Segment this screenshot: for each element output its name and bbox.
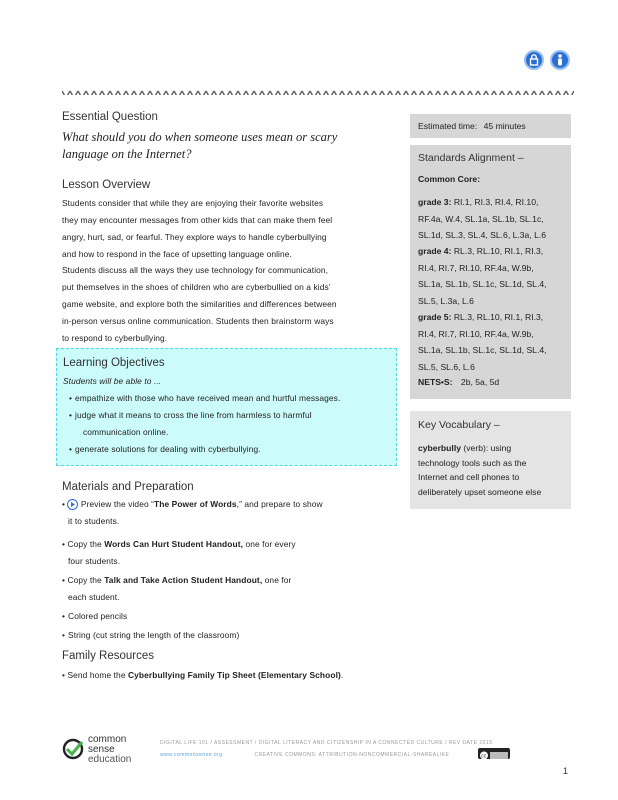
grade4-standards: grade 4: RL.3, RL.10, RI.1, RI.3, RI.4, RI.7, RI.10, RF.4a, W.9b, SL.1a, SL.1b, SL.1c, SL.1d, SL.4, SL.5, L.3a, L.6: [418, 246, 547, 306]
estimated-time-label: Estimated time:: [418, 121, 478, 131]
creative-commons-icon: [478, 748, 510, 759]
svg-text:cc: cc: [481, 753, 487, 760]
materials-list: [62, 496, 392, 644]
grade3-standards: grade 3: RI.1, RI.3, RI.4, RI.10, RF.4a, W.4, SL.1a, SL.1b, SL.1c, SL.1d, SL.3, SL.4, SL.6, L.3a, L.6: [418, 197, 547, 240]
grade5-standards: grade 5: RL.3, RL.10, RI.1, RI.3, RI.4, RI.7, RI.10, RF.4a, W.9b, SL.1a, SL.1b, SL.1c, SL.1d, SL.4, SL.5, SL.6, L.6: [418, 312, 547, 372]
list-item: • Copy the Words Can Hurt Student Handout, one for every: [62, 539, 296, 549]
essential-question-heading: Essential Question: [62, 111, 158, 123]
lesson-overview-p2: Students discuss all the ways they use technology for communication, put themselves in the shoes of children who are cyberbullied on a kids’ game website, and explore both the similarities and differences between in-person versus online communication. Students then brainstorm ways to respond to cyberbullying.: [62, 265, 337, 343]
vocabulary-definition: cyberbully (verb): using technology tools such as the Internet and cell phones to deliberately upset someone else: [418, 443, 542, 497]
learning-objectives-box: [56, 348, 397, 466]
list-item: • Preview the video “The Power of Words,” and prepare to show: [62, 499, 323, 509]
learning-objectives-intro: Students will be able to ...: [63, 376, 162, 386]
learning-objectives-heading: Learning Objectives: [63, 357, 165, 369]
lock-icon: [524, 50, 544, 70]
play-icon[interactable]: [67, 499, 78, 510]
materials-heading: Materials and Preparation: [62, 481, 194, 493]
list-item: • String (cut string the length of the classroom): [62, 627, 392, 644]
vocabulary-term: cyberbully: [418, 443, 461, 453]
decorative-divider: [62, 86, 574, 95]
person-icon: [550, 50, 570, 70]
learning-objectives-list: [69, 390, 389, 458]
footer-url[interactable]: www.commonsense.org: [160, 752, 223, 758]
footer-line-1: DIGITAL LIFE 101 / ASSESSMENT / DIGITAL LITERACY AND CITIZENSHIP IN A CONNECTED CULTURE / REV DATE 2015: [160, 740, 493, 746]
vocabulary-heading: Key Vocabulary –: [418, 419, 500, 431]
handout-link[interactable]: Talk and Take Action Student Handout,: [104, 575, 263, 585]
standards-box: [410, 145, 571, 399]
list-item-continuation: four students.: [68, 556, 121, 566]
list-item: • judge what it means to cross the line from harmless to harmful: [69, 407, 389, 424]
list-item-continuation: each student.: [68, 592, 120, 602]
list-item: • empathize with those who have received mean and hurtful messages.: [69, 390, 389, 407]
family-resources-heading: Family Resources: [62, 650, 155, 662]
estimated-time-box: [410, 114, 571, 138]
lesson-overview-heading: Lesson Overview: [62, 179, 151, 191]
list-item: • generate solutions for dealing with cyberbullying.: [69, 441, 389, 458]
footer-line-2: www.commonsense.org CREATIVE COMMONS: ATTRIBUTION-NONCOMMERCIAL-SHAREALIKE: [160, 752, 450, 758]
checkmark-logo-icon: [62, 738, 84, 760]
vocabulary-box: [410, 411, 571, 509]
page-number: 1: [563, 766, 569, 776]
list-item-continuation: it to students.: [68, 516, 120, 526]
handout-link[interactable]: Words Can Hurt Student Handout,: [104, 539, 244, 549]
family-resources-item: • Send home the Cyberbullying Family Tip Sheet (Elementary School).: [62, 670, 344, 680]
standards-heading: Standards Alignment –: [418, 152, 524, 164]
common-sense-logo: common sense education: [62, 735, 142, 769]
lesson-overview-p1: Students consider that while they are enjoying their favorite websites they may encounter messages from other kids that can make them feel angry, hurt, sad, or fearful. They explore ways to handle cyberbullying and how to respond in the face of upsetting language online.: [62, 198, 333, 259]
list-item-continuation: communication online.: [83, 427, 169, 437]
video-link[interactable]: The Power of Words: [154, 499, 237, 509]
common-core-label: Common Core:: [418, 174, 481, 184]
list-item: • Copy the Talk and Take Action Student Handout, one for: [62, 575, 292, 585]
nets-standards: NETS•S: 2b, 5a, 5d: [418, 377, 500, 387]
essential-question-text: What should you do when someone uses mean or scary language on the Internet?: [62, 130, 338, 161]
list-item: • Colored pencils: [62, 608, 392, 625]
tip-sheet-link[interactable]: Cyberbullying Family Tip Sheet (Elementary School): [128, 670, 341, 680]
estimated-time-value: 45 minutes: [483, 121, 526, 131]
